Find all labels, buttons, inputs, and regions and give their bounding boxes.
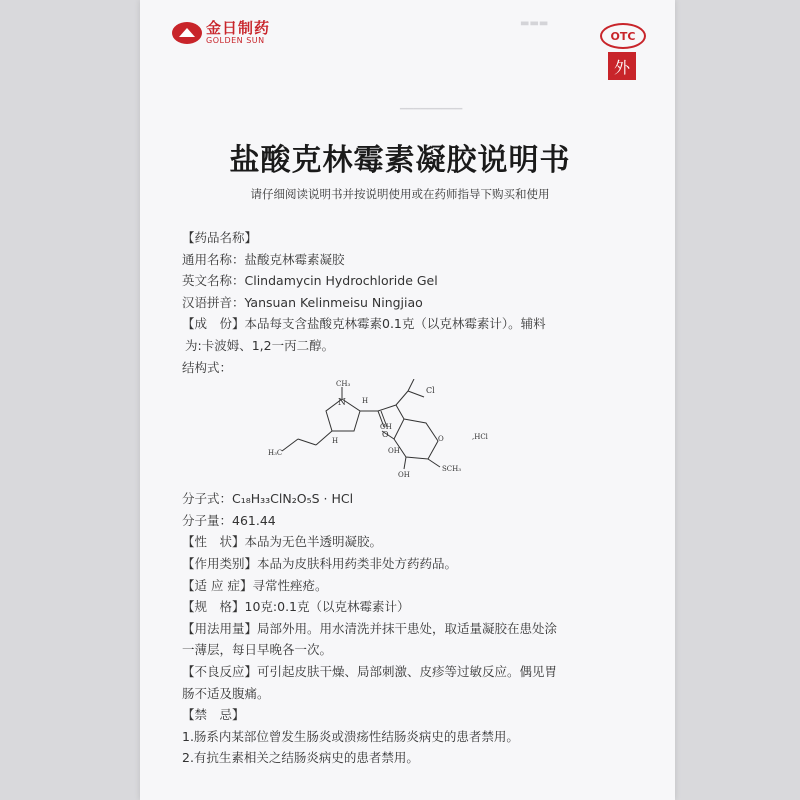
structure-label-cl: Cl [426,386,435,396]
document-subtitle: 请仔细阅读说明书并按说明使用或在药师指导下购买和使用 [250,187,550,201]
structure-label-h: H [362,397,369,406]
usage-line-2: 一薄层，每日早晚各一次。 [182,642,333,658]
structure-label-ring-o: O [438,435,444,444]
contraindication-1: 1.肠系内某部位曾发生肠炎或溃疡性结肠炎病史的患者禁用。 [182,728,519,744]
ingredients-line-2: 为:卡波姆、1,2一丙二醇。 [185,337,335,353]
structure-label-n: N [338,398,346,409]
ingredients-line-1: 【成 份】本品每支含盐酸克林霉素0.1克（以克林霉素计）。辅料 [182,316,546,332]
structure-label-h-ring: H [332,437,339,446]
bleed-through-text: ▁▁▁▁▁▁▁▁▁ [400,100,463,110]
logo-mountain-icon [172,22,202,44]
drug-name-header: 【药品名称】 [182,230,258,245]
company-logo [172,20,270,45]
molecular-weight: 分子量：461.44 [182,512,276,528]
molecular-formula: 分子式：C₁₈H₃₃ClN₂O₅S · HCl [182,491,354,507]
structure-label-o: O [382,430,389,440]
structural-formula [182,379,642,489]
contraindications-header: 【禁 忌】 [182,707,245,723]
structure-label-oh-lower: OH [398,471,410,480]
pinyin-name: 汉语拼音：Yansuan Kelinmeisu Ningjiao [182,294,423,310]
pharmacological-category: 【作用类别】本品为皮肤科用药类非处方药药品。 [182,555,458,571]
structure-label-oh-upper: OH [380,423,392,432]
bleed-through-text: ▬▬▬ [520,18,549,29]
structure-label-sch3: SCH₃ [442,465,462,474]
company-name-cn: 金日制药 [206,19,271,37]
company-name-en: GOLDEN SUN [206,36,265,45]
structure-label-hcl: ,HCl [472,433,488,442]
contraindication-2: 2.有抗生素相关之结肠炎病史的患者禁用。 [182,750,419,766]
adverse-reactions-line-1: 【不良反应】可引起皮肤干燥、局部刺激、皮疹等过敏反应。偶见胃 [182,663,558,679]
appearance: 【性 状】本品为无色半透明凝胶。 [182,534,383,550]
structure-label-h3c: H₃C [268,449,283,458]
document-title: 盐酸克林霉素凝胶说明书 [229,143,571,178]
structure-label-oh-left: OH [388,447,400,456]
structure-label-ch3: CH₃ [336,380,351,389]
structure-label: 结构式： [182,359,233,375]
specification: 【规 格】10克:0.1克（以克林霉素计） [182,599,410,615]
usage-line-1: 【用法用量】局部外用。用水清洗并抹干患处，取适量凝胶在患处涂 [182,620,558,636]
leaflet-body [182,228,642,770]
english-name: 英文名称：Clindamycin Hydrochloride Gel [182,273,438,289]
otc-badge: OTC [600,23,646,49]
common-name: 通用名称：盐酸克林霉素凝胶 [182,251,345,267]
adverse-reactions-line-2: 肠不适及腹痛。 [182,685,270,701]
external-use-badge: 外 [608,52,636,80]
indications: 【适 应 症】寻常性痤疮。 [182,577,328,593]
structural-formula-diagram [182,379,502,489]
